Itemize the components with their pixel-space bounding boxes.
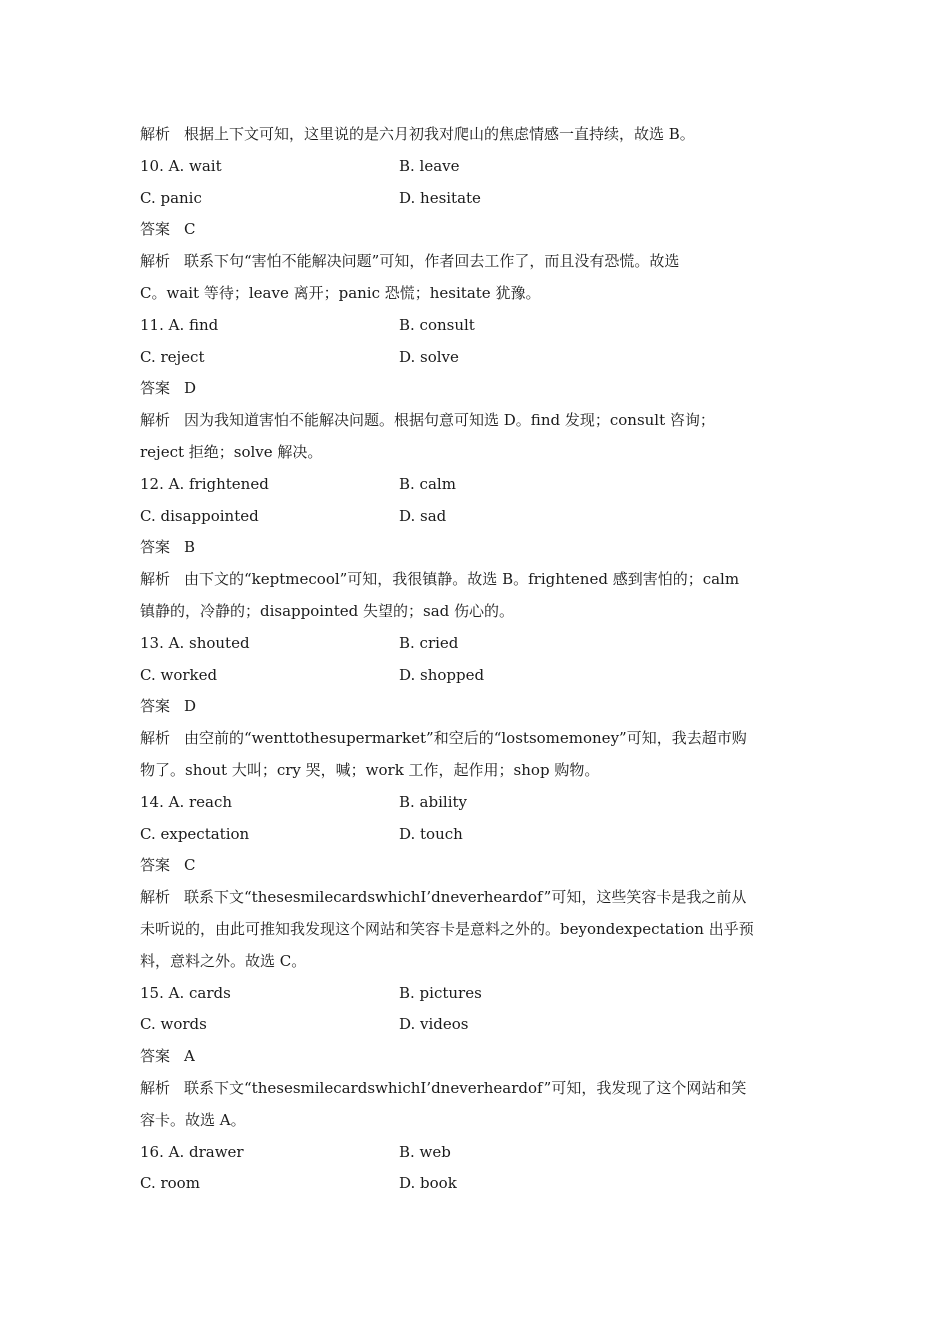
analysis-line: [140, 755, 812, 787]
analysis-line: [140, 405, 812, 437]
option-text: 12. A. frightened: [140, 474, 269, 493]
analysis-text: 因为我知道害怕不能解决问题。根据句意可知选 D。find 发现；consult 咨询；: [184, 411, 715, 430]
options-row: [140, 1009, 812, 1041]
answer-label: 答案: [140, 538, 171, 557]
answer-label: 答案: [140, 697, 171, 716]
option-text: B. cried: [399, 633, 459, 652]
analysis-line: [140, 1105, 812, 1137]
options-row: [140, 628, 812, 660]
option-text: B. calm: [399, 474, 456, 493]
option-text: 13. A. shouted: [140, 633, 250, 652]
answer-line: [140, 850, 812, 882]
analysis-line: [140, 437, 812, 469]
question-block: [140, 151, 812, 310]
option-text: C. worked: [140, 665, 218, 684]
option-text: D. solve: [399, 347, 459, 366]
question-block: [140, 787, 812, 978]
answer-line: [140, 373, 812, 405]
analysis-line: [140, 914, 812, 946]
analysis-text: 根据上下文可知，这里说的是六月初我对爬山的焦虑情感一直持续，故选 B。: [184, 125, 695, 143]
answer-label: 答案: [140, 220, 171, 239]
option-text: C. disappointed: [140, 506, 259, 525]
option-text: B. web: [399, 1142, 451, 1161]
option-text: 15. A. cards: [140, 983, 231, 1002]
option-text: 10. A. wait: [140, 156, 222, 175]
option-text: C. panic: [140, 188, 202, 207]
answer-label: 答案: [140, 379, 171, 398]
answer-line: [140, 691, 812, 723]
options-row: [140, 342, 812, 374]
analysis-line: [140, 596, 812, 628]
analysis-line: [140, 946, 812, 978]
answer-line: [140, 1041, 812, 1073]
options-row: [140, 978, 812, 1010]
options-row: [140, 183, 812, 215]
analysis-text: 联系下句“害怕不能解决问题”可知，作者回去工作了，而且没有恐慌。故选: [184, 252, 680, 271]
options-row: [140, 1168, 812, 1200]
answer-value: B: [184, 538, 196, 557]
options-row: [140, 469, 812, 501]
analysis-line: [140, 246, 812, 278]
analysis-text: 未听说的，由此可推知我发现这个网站和笑容卡是意料之外的。beyondexpectation 出乎预: [140, 919, 754, 938]
analysis-text: 物了。shout 大叫；cry 哭，喊；work 工作，起作用；shop 购物。: [140, 760, 600, 779]
analysis-text: 料，意料之外。故选 C。: [140, 951, 307, 970]
analysis-text: 联系下文“thesesmilecardswhichI’dneverheardof”可知，我发现了这个网站和笑: [184, 1078, 747, 1097]
question-block: [140, 469, 812, 628]
analysis-text: 由下文的“keptmecool”可知，我很镇静。故选 B。frightened 感到害怕的；calm: [184, 570, 740, 589]
answer-label: 答案: [140, 1047, 171, 1066]
option-text: B. consult: [399, 315, 475, 334]
analysis-text: 容卡。故选 A。: [140, 1110, 246, 1129]
answer-value: D: [184, 379, 197, 398]
answer-line: [140, 532, 812, 564]
question-block: [140, 978, 812, 1137]
option-text: B. pictures: [399, 983, 482, 1002]
analysis-text: 镇静的，冷静的；disappointed 失望的；sad 伤心的。: [140, 601, 515, 620]
option-text: B. ability: [399, 792, 467, 811]
option-text: D. hesitate: [399, 188, 481, 207]
analysis-label: 解析: [140, 729, 171, 748]
analysis-label: 解析: [140, 1078, 171, 1097]
answer-line: [140, 214, 812, 246]
analysis-label: 解析: [140, 125, 171, 143]
question-block: [140, 1137, 812, 1201]
answer-value: C: [184, 220, 196, 239]
options-row: [140, 787, 812, 819]
analysis-text: C。wait 等待；leave 离开；panic 恐慌；hesitate 犹豫。: [140, 283, 541, 302]
option-text: D. sad: [399, 506, 447, 525]
option-text: D. book: [399, 1174, 457, 1193]
analysis-label: 解析: [140, 570, 171, 589]
analysis-label: 解析: [140, 888, 171, 907]
analysis-text: 由空前的“wenttothesupermarket”和空后的“lostsomemoney”可知，我去超市购: [184, 729, 747, 748]
answer-value: A: [184, 1047, 195, 1066]
lead-analysis-line: [140, 119, 812, 151]
options-row: [140, 660, 812, 692]
option-text: B. leave: [399, 156, 460, 175]
answer-label: 答案: [140, 856, 171, 875]
option-text: C. room: [140, 1174, 200, 1193]
option-text: C. reject: [140, 347, 205, 366]
options-row: [140, 501, 812, 533]
option-text: 16. A. drawer: [140, 1142, 244, 1161]
analysis-text: 联系下文“thesesmilecardswhichI’dneverheardof”可知，这些笑容卡是我之前从: [184, 888, 747, 907]
option-text: 11. A. find: [140, 315, 219, 334]
question-block: [140, 628, 812, 787]
option-text: C. words: [140, 1015, 207, 1034]
analysis-line: [140, 278, 812, 310]
options-row: [140, 819, 812, 851]
option-text: D. shopped: [399, 665, 485, 684]
analysis-text: reject 拒绝；solve 解决。: [140, 442, 323, 461]
analysis-line: [140, 1073, 812, 1105]
option-text: C. expectation: [140, 824, 250, 843]
question-block: [140, 310, 812, 469]
analysis-label: 解析: [140, 411, 171, 430]
answer-value: D: [184, 697, 197, 716]
option-text: 14. A. reach: [140, 792, 233, 811]
option-text: D. videos: [399, 1015, 469, 1034]
options-row: [140, 1137, 812, 1169]
options-row: [140, 151, 812, 183]
analysis-line: [140, 723, 812, 755]
option-text: D. touch: [399, 824, 463, 843]
analysis-label: 解析: [140, 252, 171, 271]
question-list: [140, 151, 812, 1200]
answer-value: C: [184, 856, 196, 875]
document-page: [140, 119, 812, 1200]
analysis-line: [140, 564, 812, 596]
analysis-line: [140, 882, 812, 914]
options-row: [140, 310, 812, 342]
